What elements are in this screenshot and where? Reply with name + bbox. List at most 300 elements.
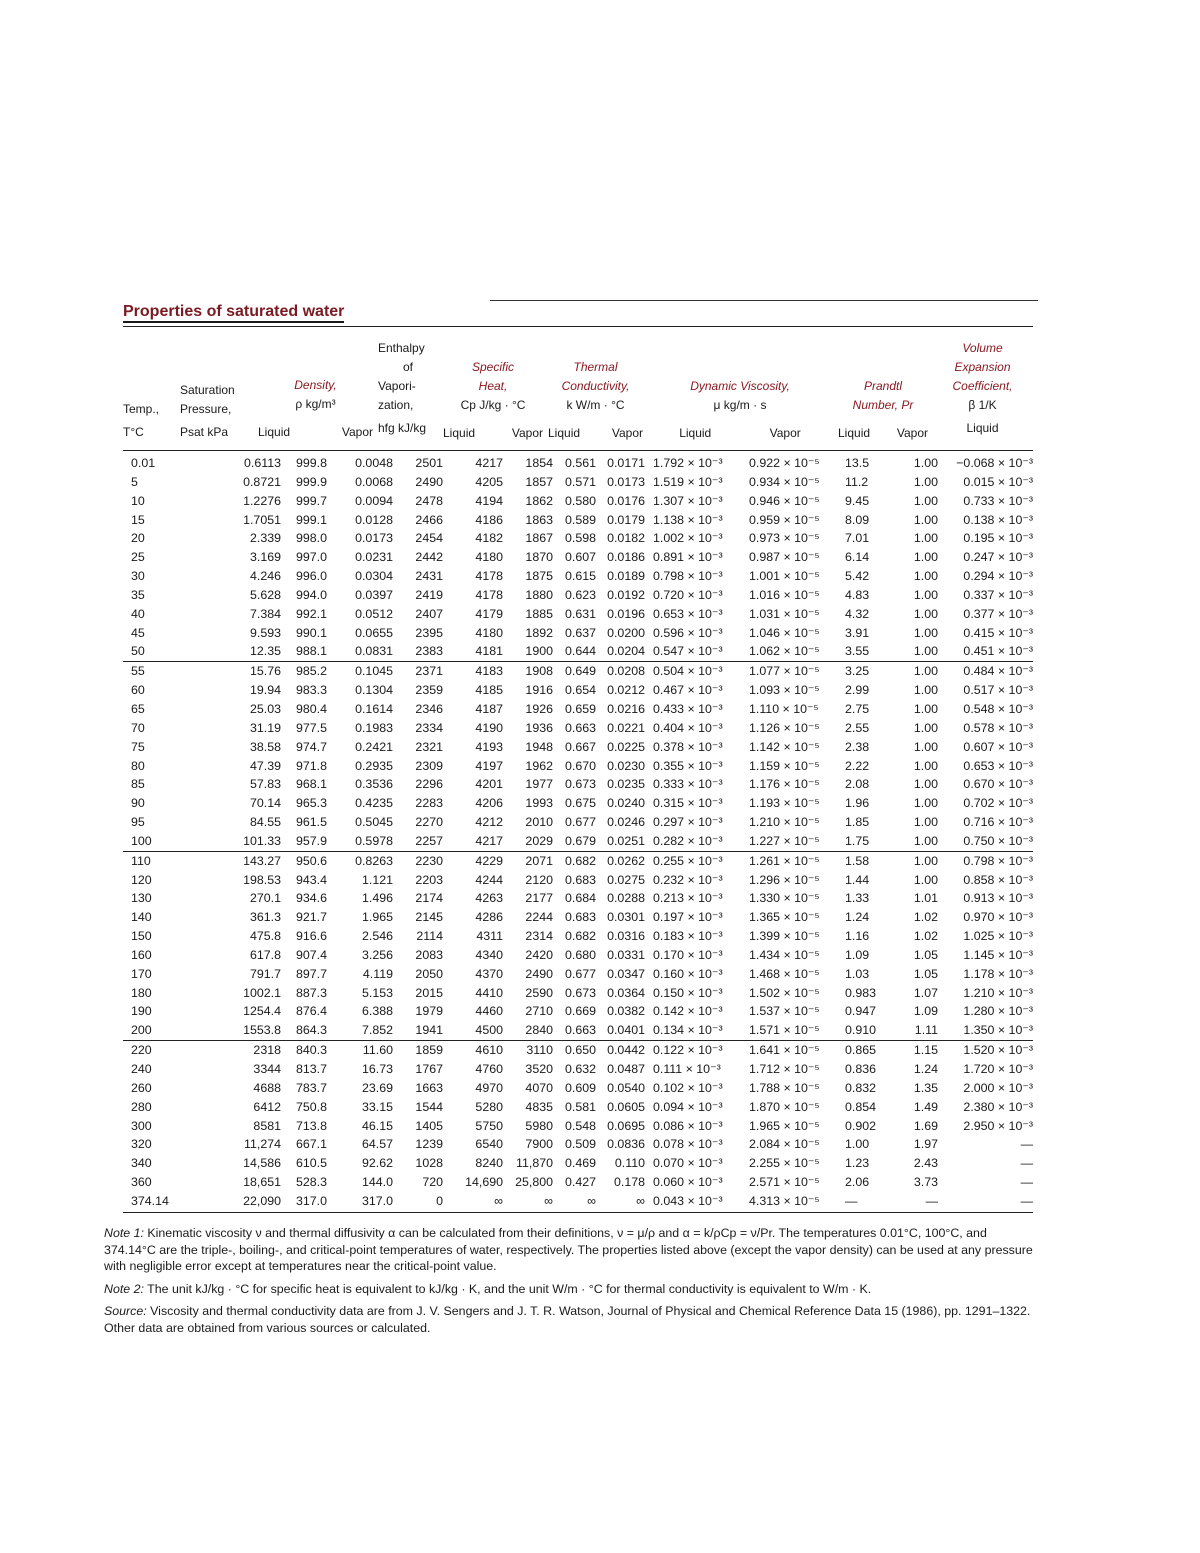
header-top-rule — [123, 326, 1033, 327]
temp-cell: 130 — [131, 891, 152, 906]
mu-vapor-cell: 1.399 × 10⁻⁵ — [749, 929, 820, 944]
mu-vapor-cell: 1.126 × 10⁻⁵ — [749, 720, 820, 735]
pr-vapor-cell: 1.00 — [913, 815, 938, 830]
enthalpy-cell: 720 — [422, 1175, 443, 1190]
table-row — [123, 624, 1033, 643]
enthalpy-cell: 2257 — [415, 833, 443, 848]
density-liquid-cell: 887.3 — [295, 985, 327, 1000]
mu-liquid-cell: 0.333 × 10⁻³ — [653, 777, 723, 792]
mu-liquid-cell: 0.404 × 10⁻³ — [653, 720, 723, 735]
mu-liquid-cell: 0.043 × 10⁻³ — [653, 1193, 723, 1208]
k-liquid-cell: 0.682 — [564, 929, 596, 944]
pr-vapor-cell: 1.00 — [913, 587, 938, 602]
pressure-cell: 8581 — [253, 1118, 281, 1133]
pressure-cell: 3344 — [253, 1062, 281, 1076]
cp-vapor-cell: 1863 — [525, 512, 553, 527]
k-liquid-cell: ∞ — [587, 1193, 596, 1208]
pressure-cell: 11,274 — [244, 1137, 281, 1152]
table-row — [123, 473, 1033, 492]
enthalpy-cell: 1767 — [415, 1062, 443, 1076]
density-vapor-cell: 1.496 — [361, 891, 393, 906]
temp-cell: 374.14 — [131, 1193, 169, 1208]
beta-liquid-cell: −0.068 × 10⁻³ — [956, 456, 1033, 470]
k-vapor-cell: 0.0364 — [607, 985, 645, 1000]
cp-vapor-cell: 2029 — [525, 833, 553, 848]
enthalpy-cell: 2371 — [393, 662, 443, 681]
pr-liquid-cell: 1.44 — [845, 872, 870, 887]
table-row — [123, 927, 1033, 946]
enthalpy-cell: 2321 — [415, 739, 443, 754]
density-vapor-cell: 0.0655 — [355, 625, 393, 640]
mu-liquid-cell: 0.433 × 10⁻³ — [653, 701, 723, 716]
cp-liquid-cell: 4180 — [475, 550, 503, 565]
table-row — [123, 1135, 1033, 1154]
cp-liquid-cell: 4205 — [475, 474, 503, 489]
cp-vapor-cell: 1867 — [525, 531, 553, 546]
beta-liquid-cell: 1.520 × 10⁻³ — [938, 1041, 1033, 1060]
pr-liquid-cell: 1.33 — [845, 891, 870, 906]
k-liquid-cell: 0.580 — [564, 493, 596, 508]
table-row — [123, 946, 1033, 965]
k-liquid-cell: 0.667 — [564, 739, 596, 754]
mu-liquid-cell: 0.070 × 10⁻³ — [653, 1156, 723, 1171]
cp-liquid-cell: 4760 — [475, 1062, 503, 1076]
k-liquid-cell: 0.677 — [564, 815, 596, 830]
k-vapor-cell: 0.0487 — [607, 1062, 645, 1076]
beta-liquid-cell: 1.350 × 10⁻³ — [963, 1023, 1033, 1038]
temp-cell: 120 — [131, 872, 152, 887]
k-liquid-cell: 0.683 — [564, 872, 596, 887]
k-vapor-cell: 0.0225 — [607, 739, 645, 754]
table-row — [123, 529, 1033, 548]
enthalpy-cell: 1941 — [415, 1023, 443, 1038]
cp-liquid-cell: 4182 — [475, 531, 503, 546]
temp-cell: 10 — [131, 493, 145, 508]
cp-liquid-cell: 5750 — [475, 1118, 503, 1133]
mu-liquid-cell: 1.307 × 10⁻³ — [653, 493, 723, 508]
beta-liquid-cell: 0.716 × 10⁻³ — [963, 815, 1033, 830]
density-liquid-cell: 897.7 — [295, 966, 327, 981]
mu-liquid-cell: 0.160 × 10⁻³ — [653, 966, 723, 981]
pr-vapor-cell: 1.00 — [913, 512, 938, 527]
pr-vapor-cell: 1.00 — [913, 683, 938, 698]
mu-vapor-cell: 1.641 × 10⁻⁵ — [749, 1041, 845, 1060]
density-vapor-cell: 0.0048 — [355, 456, 393, 470]
cp-liquid-cell: 4178 — [475, 569, 503, 584]
mu-liquid-cell: 1.002 × 10⁻³ — [653, 531, 723, 546]
k-vapor-cell: 0.0200 — [607, 625, 645, 640]
cp-vapor-cell: 1948 — [525, 739, 553, 754]
pressure-cell: 1.2276 — [243, 493, 281, 508]
temp-cell: 360 — [131, 1175, 152, 1190]
temp-cell: 55 — [123, 662, 185, 681]
temp-cell: 85 — [131, 777, 145, 792]
table-row — [123, 548, 1033, 567]
table-row — [123, 719, 1033, 738]
pr-vapor-cell: 1.01 — [913, 891, 938, 906]
table-title: Properties of saturated water — [123, 303, 344, 321]
k-liquid-cell: 0.669 — [564, 1004, 596, 1019]
mu-liquid-cell: 0.547 × 10⁻³ — [653, 644, 723, 659]
beta-liquid-cell: 0.858 × 10⁻³ — [963, 872, 1033, 887]
cp-vapor-cell: 1900 — [525, 644, 553, 659]
cp-vapor-cell: 2490 — [525, 966, 553, 981]
pressure-cell: 19.94 — [249, 683, 281, 698]
density-liquid-cell: 934.6 — [295, 891, 327, 906]
pr-vapor-cell: 1.00 — [913, 777, 938, 792]
pr-vapor-cell: 1.00 — [913, 872, 938, 887]
enthalpy-cell: 1028 — [415, 1156, 443, 1171]
pr-liquid-cell: 0.910 — [845, 1023, 877, 1038]
density-liquid-cell: 999.8 — [295, 456, 327, 470]
cp-vapor-cell: ∞ — [544, 1193, 553, 1208]
density-vapor-cell: 5.153 — [361, 985, 393, 1000]
mu-vapor-cell: 1.261 × 10⁻⁵ — [749, 851, 845, 870]
pr-vapor-cell: 3.73 — [913, 1175, 938, 1190]
pr-vapor-cell: 1.02 — [913, 929, 938, 944]
pressure-cell: 14,586 — [243, 1156, 281, 1171]
density-liquid-cell: 750.8 — [295, 1099, 327, 1114]
enthalpy-cell: 2174 — [415, 891, 443, 906]
pr-liquid-cell: 3.91 — [845, 625, 870, 640]
temp-cell: 30 — [131, 569, 145, 584]
enthalpy-cell: 2478 — [415, 493, 443, 508]
density-vapor-cell: 0.1983 — [355, 720, 393, 735]
pr-vapor-cell: 1.00 — [913, 720, 938, 735]
pr-liquid-cell: 3.55 — [845, 644, 870, 659]
density-liquid-cell: 996.0 — [295, 569, 327, 584]
k-vapor-cell: 0.0288 — [607, 891, 645, 906]
cp-vapor-cell: 2244 — [525, 910, 553, 925]
table-body — [123, 454, 1033, 1211]
density-vapor-cell: 92.62 — [361, 1156, 393, 1171]
temp-cell: 35 — [131, 587, 145, 602]
cp-liquid-cell: 4970 — [475, 1080, 503, 1095]
temp-cell: 25 — [131, 550, 145, 565]
temp-cell: 200 — [131, 1023, 152, 1038]
temp-cell: 20 — [131, 531, 145, 546]
cp-liquid-cell: 4370 — [475, 966, 503, 981]
table-row — [123, 1060, 1033, 1079]
pressure-cell: 101.33 — [243, 833, 281, 848]
mu-vapor-cell: 1.788 × 10⁻⁵ — [749, 1080, 820, 1095]
density-liquid-cell: 990.1 — [295, 625, 327, 640]
density-vapor-cell: 23.69 — [361, 1080, 393, 1095]
cp-liquid-cell: 4217 — [475, 456, 503, 470]
density-vapor-cell: 1.965 — [361, 910, 393, 925]
pr-vapor-cell: 1.00 — [913, 644, 938, 659]
pressure-cell: 12.35 — [249, 644, 281, 659]
pr-liquid-cell: 2.06 — [845, 1175, 870, 1190]
beta-liquid-cell: 0.415 × 10⁻³ — [963, 625, 1033, 640]
cp-vapor-cell: 5980 — [525, 1118, 553, 1133]
pr-vapor-cell: 1.05 — [913, 966, 938, 981]
cp-vapor-cell: 2840 — [525, 1023, 553, 1038]
pressure-cell: 791.7 — [249, 966, 281, 981]
k-vapor-cell: 0.0382 — [607, 1004, 645, 1019]
table-row — [123, 681, 1033, 700]
pressure-cell: 25.03 — [249, 701, 281, 716]
cp-liquid-cell: 4229 — [443, 851, 503, 870]
mu-liquid-cell: 0.111 × 10⁻³ — [653, 1062, 721, 1076]
properties-table — [123, 454, 1033, 1211]
k-vapor-cell: 0.0695 — [607, 1118, 645, 1133]
k-vapor-cell: 0.0275 — [607, 872, 645, 887]
k-vapor-cell: 0.0331 — [607, 947, 645, 962]
density-vapor-cell: 0.3536 — [355, 777, 393, 792]
pressure-cell: 1553.8 — [243, 1023, 281, 1038]
pressure-cell: 7.384 — [249, 606, 281, 621]
temp-cell: 60 — [131, 683, 145, 698]
density-vapor-cell: 64.57 — [361, 1137, 393, 1152]
beta-liquid-cell: 0.548 × 10⁻³ — [963, 701, 1033, 716]
pr-vapor-cell: 1.15 — [893, 1041, 938, 1060]
header-specific-heat: Specific Heat, Cp J/kg · °C Liquid Vapor — [443, 360, 543, 440]
density-liquid-cell: 988.1 — [295, 644, 327, 659]
density-vapor-cell: 0.0304 — [355, 569, 393, 584]
beta-liquid-cell: 0.733 × 10⁻³ — [963, 493, 1033, 508]
pr-vapor-cell: 1.00 — [913, 550, 938, 565]
density-liquid-cell: 840.3 — [281, 1041, 327, 1060]
beta-liquid-cell: 2.950 × 10⁻³ — [963, 1118, 1033, 1133]
source-note — [104, 1303, 1034, 1336]
mu-liquid-cell: 0.060 × 10⁻³ — [653, 1175, 723, 1190]
temp-cell: 0.01 — [131, 456, 156, 470]
header-temp: Temp., T°C — [123, 402, 160, 439]
k-liquid-cell: 0.571 — [564, 474, 596, 489]
cp-liquid-cell: 4181 — [475, 644, 503, 659]
beta-liquid-cell: 0.702 × 10⁻³ — [963, 796, 1033, 811]
table-row — [123, 1021, 1033, 1040]
k-vapor-cell: 0.0173 — [607, 474, 645, 489]
mu-liquid-cell: 0.504 × 10⁻³ — [645, 662, 749, 681]
k-vapor-cell: 0.0836 — [607, 1137, 645, 1152]
mu-vapor-cell: 1.210 × 10⁻⁵ — [749, 815, 820, 830]
temp-cell: 95 — [131, 815, 145, 830]
pr-vapor-cell: 1.00 — [913, 569, 938, 584]
table-row — [123, 775, 1033, 794]
k-vapor-cell: 0.0204 — [607, 644, 645, 659]
cp-liquid-cell: 5280 — [475, 1099, 503, 1114]
mu-liquid-cell: 1.138 × 10⁻³ — [653, 512, 723, 527]
mu-vapor-cell: 1.046 × 10⁻⁵ — [749, 625, 820, 640]
k-vapor-cell: 0.0189 — [607, 569, 645, 584]
enthalpy-cell: 1663 — [415, 1080, 443, 1095]
density-liquid-cell: 950.6 — [281, 851, 327, 870]
pr-liquid-cell: 5.42 — [845, 569, 870, 584]
mu-vapor-cell: 0.959 × 10⁻⁵ — [749, 512, 820, 527]
mu-vapor-cell: 1.434 × 10⁻⁵ — [749, 947, 820, 962]
density-liquid-cell: 943.4 — [295, 872, 327, 887]
pr-liquid-cell: 2.22 — [845, 758, 870, 773]
pressure-cell: 6412 — [253, 1099, 281, 1114]
density-liquid-cell: 713.8 — [295, 1118, 327, 1133]
temp-cell: 300 — [131, 1118, 152, 1133]
pr-liquid-cell: 1.23 — [845, 1156, 870, 1171]
pr-vapor-cell: 1.35 — [913, 1080, 938, 1095]
cp-vapor-cell: 1908 — [503, 662, 553, 681]
cp-liquid-cell: 14,690 — [465, 1175, 503, 1190]
density-liquid-cell: 985.2 — [281, 662, 327, 681]
pr-liquid-cell: 1.03 — [845, 966, 870, 981]
pr-liquid-cell: 9.45 — [845, 493, 870, 508]
cp-vapor-cell: 1854 — [525, 456, 553, 470]
mu-vapor-cell: 0.973 × 10⁻⁵ — [749, 531, 820, 546]
mu-vapor-cell: 1.077 × 10⁻⁵ — [749, 662, 845, 681]
enthalpy-cell: 2442 — [415, 550, 443, 565]
enthalpy-cell: 2407 — [415, 606, 443, 621]
cp-liquid-cell: 6540 — [475, 1137, 503, 1152]
pr-liquid-cell: 1.96 — [845, 796, 870, 811]
mu-vapor-cell: 1.296 × 10⁻⁵ — [749, 872, 820, 887]
enthalpy-cell: 1859 — [393, 1041, 443, 1060]
pressure-cell: 9.593 — [249, 625, 281, 640]
pr-liquid-cell: 0.983 — [845, 985, 877, 1000]
cp-vapor-cell: 1936 — [525, 720, 553, 735]
table-row — [123, 1173, 1033, 1192]
k-vapor-cell: ∞ — [636, 1193, 645, 1208]
mu-vapor-cell: 0.934 × 10⁻⁵ — [749, 474, 820, 489]
pressure-cell: 1.7051 — [243, 512, 281, 527]
temp-cell: 15 — [131, 512, 145, 527]
k-liquid-cell: 0.650 — [553, 1041, 596, 1060]
mu-liquid-cell: 0.282 × 10⁻³ — [653, 833, 723, 848]
beta-liquid-cell: — — [1020, 1175, 1033, 1190]
pr-liquid-cell: 13.5 — [845, 456, 870, 470]
pr-liquid-cell: 1.75 — [845, 833, 870, 848]
temp-cell: 150 — [131, 929, 152, 944]
pr-liquid-cell: 11.2 — [845, 474, 869, 489]
beta-liquid-cell: 0.750 × 10⁻³ — [963, 833, 1033, 848]
pr-liquid-cell: 1.58 — [845, 851, 893, 870]
mu-liquid-cell: 0.213 × 10⁻³ — [653, 891, 723, 906]
cp-vapor-cell: 2420 — [525, 947, 553, 962]
pr-liquid-cell: 1.00 — [845, 1137, 870, 1152]
header-prandtl: Prandtl Number, Pr Liquid Vapor — [838, 379, 928, 440]
k-vapor-cell: 0.0262 — [596, 851, 645, 870]
pr-liquid-cell: 2.55 — [845, 720, 870, 735]
density-vapor-cell: 0.0094 — [355, 493, 393, 508]
k-liquid-cell: 0.598 — [564, 531, 596, 546]
density-vapor-cell: 3.256 — [361, 947, 393, 962]
mu-liquid-cell: 0.232 × 10⁻³ — [653, 872, 723, 887]
table-row — [123, 889, 1033, 908]
enthalpy-cell: 2383 — [415, 644, 443, 659]
mu-liquid-cell: 0.142 × 10⁻³ — [653, 1004, 723, 1019]
beta-liquid-cell: 0.451 × 10⁻³ — [963, 644, 1033, 659]
cp-liquid-cell: 4286 — [475, 910, 503, 925]
pr-vapor-cell: 1.05 — [913, 947, 938, 962]
density-liquid-cell: 999.9 — [295, 474, 327, 489]
k-liquid-cell: 0.679 — [564, 833, 596, 848]
k-liquid-cell: 0.637 — [564, 625, 596, 640]
pr-liquid-cell: 4.32 — [845, 606, 870, 621]
k-liquid-cell: 0.509 — [564, 1137, 596, 1152]
pressure-cell: 198.53 — [243, 872, 281, 887]
note-2-text: The unit kJ/kg · °C for specific heat is equivalent to kJ/kg · K, and the unit W/m · °C for thermal conductivity is equivalent to W/m · K. — [143, 1281, 872, 1296]
mu-liquid-cell: 0.122 × 10⁻³ — [645, 1041, 749, 1060]
k-liquid-cell: 0.631 — [564, 606, 596, 621]
cp-liquid-cell: 4183 — [443, 662, 503, 681]
mu-vapor-cell: 4.313 × 10⁻⁵ — [749, 1193, 820, 1208]
enthalpy-cell: 2270 — [415, 815, 443, 830]
pressure-cell: 475.8 — [249, 929, 281, 944]
mu-liquid-cell: 0.255 × 10⁻³ — [645, 851, 749, 870]
mu-liquid-cell: 0.378 × 10⁻³ — [653, 739, 723, 754]
mu-liquid-cell: 1.792 × 10⁻³ — [653, 456, 723, 470]
density-vapor-cell: 0.0831 — [355, 644, 393, 659]
k-vapor-cell: 0.0208 — [596, 662, 645, 681]
pr-vapor-cell: 1.00 — [913, 606, 938, 621]
cp-liquid-cell: 4212 — [475, 815, 503, 830]
mu-vapor-cell: 1.062 × 10⁻⁵ — [749, 644, 820, 659]
pressure-cell: 31.19 — [249, 720, 281, 735]
density-vapor-cell: 0.4235 — [355, 796, 393, 811]
beta-liquid-cell: 1.178 × 10⁻³ — [963, 966, 1033, 981]
cp-liquid-cell: 4460 — [475, 1004, 503, 1019]
density-vapor-cell: 144.0 — [361, 1175, 393, 1190]
header-viscosity: Dynamic Viscosity, μ kg/m · s Liquid Vapor — [679, 379, 801, 440]
table-row — [123, 1192, 1033, 1211]
pressure-cell: 5.628 — [249, 587, 281, 602]
pressure-cell: 22,090 — [243, 1193, 281, 1208]
mu-vapor-cell: 0.946 × 10⁻⁵ — [749, 493, 820, 508]
cp-vapor-cell: 25,800 — [515, 1175, 553, 1190]
density-liquid-cell: 983.3 — [295, 683, 327, 698]
k-liquid-cell: 0.654 — [564, 683, 596, 698]
enthalpy-cell: 1405 — [415, 1118, 443, 1133]
beta-liquid-cell: 0.653 × 10⁻³ — [963, 758, 1033, 773]
table-row — [123, 757, 1033, 776]
beta-liquid-cell: — — [1020, 1193, 1033, 1208]
source-label: Source: — [104, 1304, 147, 1318]
mu-vapor-cell: 1.193 × 10⁻⁵ — [749, 796, 820, 811]
cp-liquid-cell: 4185 — [475, 683, 503, 698]
k-liquid-cell: 0.632 — [564, 1062, 596, 1076]
k-vapor-cell: 0.178 — [613, 1175, 645, 1190]
pressure-cell: 2.339 — [249, 531, 281, 546]
pr-liquid-cell: 0.902 — [845, 1118, 877, 1133]
pr-liquid-cell: — — [845, 1193, 858, 1208]
mu-liquid-cell: 0.315 × 10⁻³ — [653, 796, 723, 811]
mu-liquid-cell: 0.078 × 10⁻³ — [653, 1137, 723, 1152]
mu-liquid-cell: 0.134 × 10⁻³ — [653, 1023, 723, 1038]
k-vapor-cell: 0.0442 — [596, 1041, 645, 1060]
cp-vapor-cell: 2314 — [525, 929, 553, 944]
mu-vapor-cell: 0.922 × 10⁻⁵ — [749, 456, 820, 470]
cp-vapor-cell: 1885 — [525, 606, 553, 621]
density-vapor-cell: 0.5045 — [355, 815, 393, 830]
cp-liquid-cell: 4194 — [475, 493, 503, 508]
pr-vapor-cell: 1.00 — [913, 796, 938, 811]
temp-cell: 340 — [131, 1156, 152, 1171]
k-vapor-cell: 0.0196 — [607, 606, 645, 621]
k-vapor-cell: 0.0301 — [607, 910, 645, 925]
cp-vapor-cell: 2010 — [525, 815, 553, 830]
table-row — [123, 700, 1033, 719]
mu-vapor-cell: 2.571 × 10⁻⁵ — [749, 1175, 820, 1190]
pressure-cell: 18,651 — [243, 1175, 281, 1190]
beta-liquid-cell: 0.294 × 10⁻³ — [963, 569, 1033, 584]
table-row — [123, 662, 1033, 681]
temp-cell: 140 — [131, 910, 152, 925]
density-liquid-cell: 961.5 — [295, 815, 327, 830]
table-bottom-rule — [123, 1212, 1033, 1213]
note-1-label: Note 1: — [104, 1226, 144, 1240]
enthalpy-cell: 2145 — [415, 910, 443, 925]
cp-vapor-cell: 2590 — [525, 985, 553, 1000]
table-row — [123, 1002, 1033, 1021]
